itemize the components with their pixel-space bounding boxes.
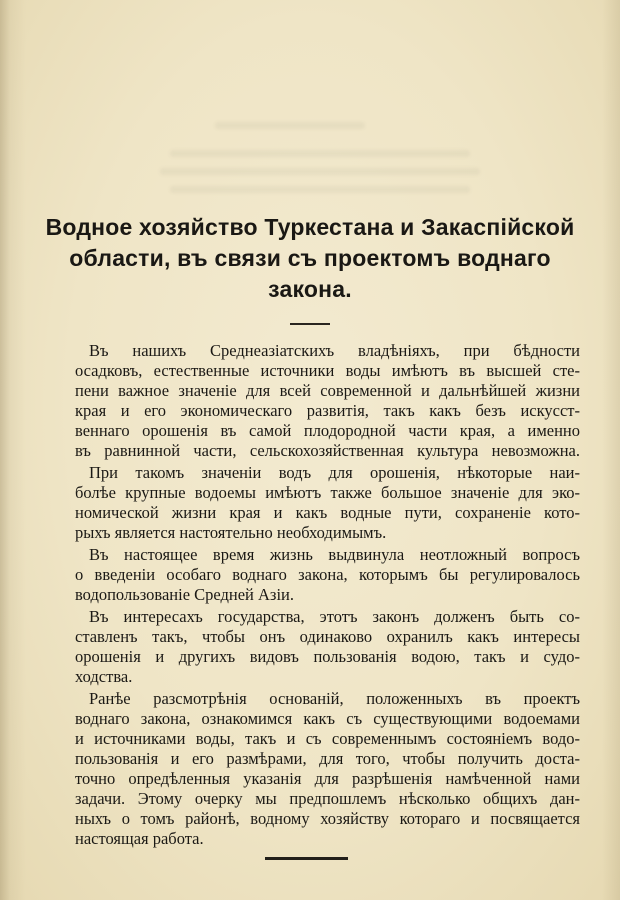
text-line: задачи. Этому очерку мы предпошлемъ нѣсколько общихъ дан- <box>75 789 580 808</box>
title-line: закона. <box>268 276 352 302</box>
text-line: Въ интересахъ государства, этотъ законъ долженъ быть со- <box>89 607 580 626</box>
text-line: и источниками воды, такъ и съ современнымъ состояніемъ водо- <box>75 729 580 748</box>
document-title <box>0 212 620 305</box>
bleed-through-shadow <box>215 122 365 129</box>
text-line: пользованія и его размѣрами, для того, чтобы получить доста- <box>75 749 580 768</box>
text-line: воднаго закона, ознакомимся какъ съ существующими водоемами <box>75 709 580 728</box>
title-line: Водное хозяйство Туркестана и Закаспійской <box>45 214 575 240</box>
text-line: орошенія и другихъ видовъ пользованія водою, такъ и судо- <box>75 647 580 666</box>
text-line: При такомъ значеніи водъ для орошенія, нѣкоторые наи- <box>89 463 580 482</box>
title-divider <box>290 323 330 325</box>
text-line: точно опредѣленныя указанія для разрѣшенія намѣченной нами <box>75 769 580 788</box>
text-line: настоящая работа. <box>75 829 204 848</box>
text-line: водопользованіе Средней Азіи. <box>75 585 294 604</box>
bleed-through-shadow <box>160 168 480 175</box>
section-end-rule <box>265 857 348 860</box>
text-line: пени важное значеніе для всей современной и дальнѣйшей жизни <box>75 381 580 400</box>
text-line: ставленъ такъ, чтобы онъ одинаково охранилъ какъ интересы <box>75 627 580 646</box>
paragraph <box>75 689 580 849</box>
bleed-through-shadow <box>170 186 470 193</box>
paragraph <box>75 545 580 605</box>
text-line: края и его экономическаго развитія, такъ какъ безъ искусст- <box>75 401 580 420</box>
text-line: о введеніи особаго воднаго закона, которымъ бы регулировалось <box>75 565 580 584</box>
text-line: Ранѣе разсмотрѣнія основаній, положенныхъ въ проектъ <box>89 689 580 708</box>
bleed-through-shadow <box>170 150 470 157</box>
text-line: рыхъ является настоятельно необходимымъ. <box>75 523 387 542</box>
text-line: веннаго орошенія въ самой плодородной части края, а именно <box>75 421 580 440</box>
text-line: ходства. <box>75 667 133 686</box>
paragraph <box>75 607 580 687</box>
title-line: области, въ связи съ проектомъ воднаго <box>69 245 551 271</box>
text-line: Въ нашихъ Среднеазіатскихъ владѣніяхъ, при бѣдности <box>89 341 580 360</box>
text-line: номической жизни края и какъ водные пути, сохраненіе кото- <box>75 503 580 522</box>
paragraph <box>75 341 580 461</box>
text-line: болѣе крупные водоемы имѣютъ также большое значеніе для эко- <box>75 483 580 502</box>
text-line: въ равнинной части, сельскохозяйственная культура невозможна. <box>75 441 580 460</box>
paragraph <box>75 463 580 543</box>
body-text <box>75 341 580 849</box>
text-line: ныхъ о томъ районѣ, водному хозяйству котораго и посвящается <box>75 809 580 828</box>
text-line: Въ настоящее время жизнь выдвинула неотложный вопросъ <box>89 545 580 564</box>
text-line: осадковъ, естественные источники воды имѣютъ въ высшей сте- <box>75 361 580 380</box>
